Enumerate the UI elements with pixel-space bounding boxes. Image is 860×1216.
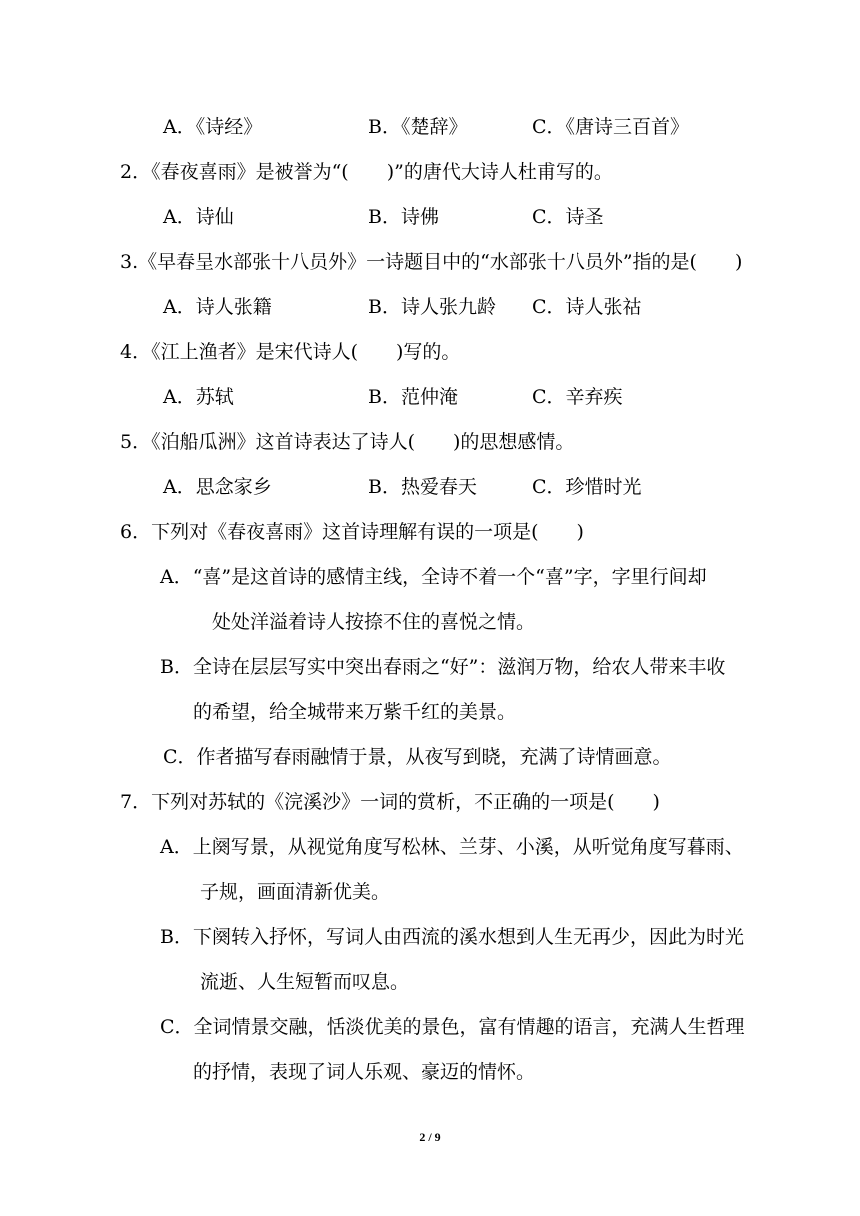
q1-option-b: B．《楚辞》 bbox=[368, 116, 468, 138]
q6-option-a-line2: 处处洋溢着诗人按捺不住的喜悦之情。 bbox=[212, 611, 536, 633]
q2-option-b: B．诗佛 bbox=[368, 206, 439, 228]
q4-option-a: A．苏轼 bbox=[163, 386, 234, 408]
q2-stem: 2．《春夜喜雨》是被誉为“( )”的唐代大诗人杜甫写的。 bbox=[120, 161, 613, 183]
q6-option-b-line1: B．全诗在层层写实中突出春雨之“好”：滋润万物，给农人带来丰收 bbox=[160, 656, 726, 678]
q6-stem: 6．下列对《春夜喜雨》这首诗理解有误的一项是( ) bbox=[120, 521, 584, 543]
q7-option-b-line1: B．下阕转入抒怀，写词人由西流的溪水想到人生无再少，因此为时光 bbox=[160, 926, 744, 948]
q7-option-b-line2: 流逝、人生短暂而叹息。 bbox=[200, 971, 410, 993]
q7-stem: 7．下列对苏轼的《浣溪沙》一词的赏析，不正确的一项是( ) bbox=[120, 791, 660, 813]
q3-option-a: A．诗人张籍 bbox=[163, 296, 272, 318]
q1-option-a: A．《诗经》 bbox=[163, 116, 263, 138]
page-number: 2 / 9 bbox=[419, 1130, 441, 1144]
q4-option-c: C．辛弃疾 bbox=[532, 386, 623, 408]
q5-option-c: C．珍惜时光 bbox=[532, 476, 642, 498]
q2-option-c: C．诗圣 bbox=[532, 206, 604, 228]
q7-option-c-line2: 的抒情，表现了词人乐观、豪迈的情怀。 bbox=[193, 1061, 536, 1083]
q7-option-c-line1: C．全词情景交融，恬淡优美的景色，富有情趣的语言，充满人生哲理 bbox=[160, 1016, 745, 1038]
q6-option-a-line1: A．“喜”是这首诗的感情主线，全诗不着一个“喜”字，字里行间却 bbox=[160, 566, 707, 588]
q5-stem: 5．《泊船瓜洲》这首诗表达了诗人( )的思想感情。 bbox=[120, 431, 575, 453]
q1-option-c: C．《唐诗三百首》 bbox=[532, 116, 690, 138]
q3-option-b: B．诗人张九龄 bbox=[368, 296, 496, 318]
q3-option-c: C．诗人张祜 bbox=[532, 296, 642, 318]
q7-option-a-line2: 子规，画面清新优美。 bbox=[200, 881, 391, 903]
q6-option-b-line2: 的希望，给全城带来万紫千红的美景。 bbox=[193, 701, 517, 723]
q4-stem: 4．《江上渔者》是宋代诗人( )写的。 bbox=[120, 341, 461, 363]
q4-option-b: B．范仲淹 bbox=[368, 386, 458, 408]
q7-option-a-line1: A．上阕写景，从视觉角度写松林、兰芽、小溪，从听觉角度写暮雨、 bbox=[160, 836, 744, 858]
q6-option-c: C．作者描写春雨融情于景，从夜写到晓，充满了诗情画意。 bbox=[163, 746, 672, 768]
q2-option-a: A．诗仙 bbox=[163, 206, 234, 228]
q3-stem: 3.《早春呈水部张十八员外》一诗题目中的“水部张十八员外”指的是( ) bbox=[120, 251, 743, 273]
q5-option-b: B．热爱春天 bbox=[368, 476, 477, 498]
q5-option-a: A．思念家乡 bbox=[163, 476, 272, 498]
